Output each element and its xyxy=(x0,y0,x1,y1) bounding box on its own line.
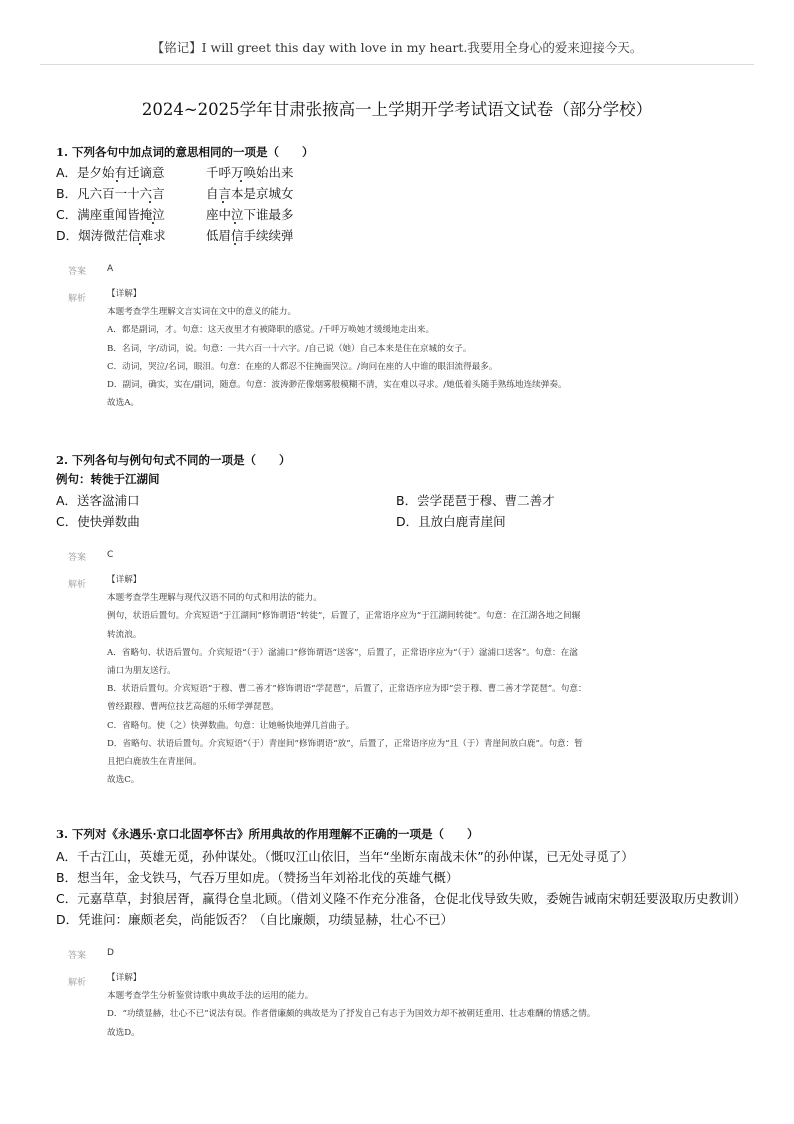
q3-answer: D xyxy=(107,948,114,958)
q1-option-c-right: 座中泣下谁最多 xyxy=(206,207,294,222)
emphasis-dot xyxy=(234,243,236,245)
answer-label: 答案 xyxy=(68,267,87,277)
header-divider xyxy=(40,64,754,65)
emphasis-dot xyxy=(240,180,242,182)
analysis-label: 解析 xyxy=(68,580,87,590)
q2-option-b: B．尝学琵琶于穆、曹二善才 xyxy=(396,493,555,508)
q1-option-a-right: 千呼万唤始出来 xyxy=(206,165,294,180)
emphasis-dot xyxy=(152,222,154,224)
q3-option-d: D．凭谁问：廉颇老矣，尚能饭否？（自比廉颇，功绩显赫，壮心不已） xyxy=(56,912,454,927)
q1-option-a-left: A．是夕始有迁谪意 xyxy=(56,165,165,180)
q1-answer: A xyxy=(107,264,114,274)
question-2-stem: 2. 下列各句与例句句式不同的一项是（ ） xyxy=(56,453,291,467)
q1-option-d-left: D．烟涛微茫信难求 xyxy=(56,228,166,243)
page-title: 2024~2025学年甘肃张掖高一上学期开学考试语文试卷（部分学校） xyxy=(141,100,653,119)
q2-option-c: C．使快弹数曲 xyxy=(56,514,140,529)
analysis-label: 解析 xyxy=(68,294,87,304)
answer-label: 答案 xyxy=(68,951,87,961)
q1-option-b-right: 自言本是京城女 xyxy=(206,186,294,201)
q3-option-a: A．千古江山，英雄无觅，孙仲谋处。（慨叹江山依旧，当年“坐断东南战未休”的孙仲谋，已无处寻觅了） xyxy=(56,849,634,864)
q1-option-b-left: B．凡六百一十六言 xyxy=(56,186,165,201)
q3-explanation: 【详解】 本题考查学生分析鉴赏诗歌中典故手法的运用的能力。 D．“功绩显赫，壮心不已”说法有误。作者借廉颇的典故是为了抒发自己有志于为国效力却不被朝廷重用、壮志难酬的情感之情。 故选D。 xyxy=(107,973,596,1038)
emphasis-dot xyxy=(234,222,236,224)
q2-explanation: 【详解】 本题考查学生理解与现代汉语不同的句式和用法的能力。 例句，状语后置句。介宾短语“于江湖间”修饰谓语“转徙”，后置了，正常语序应为“于江湖间转徙”。句意：在江湖各地之间辗 转流浪。 A．省略句、状语后置句。介宾短语“（于）湓浦口”修饰谓语“送客”，后置了，正常语序应为“（于）湓浦口送客”。句意：在湓 浦口为朋友送行。 B．状语后置句。介宾短语“于穆、曹二善才”修饰谓语“学琵琶”，后置了，正常语序应为即“尝于穆、曹二善才学琵琶”。句意： 曾经跟穆、曹两位技艺高超的乐师学弹琵琶。 C．省略句。使（之）快弹数曲。句意：让她畅快地弹几首曲子。 D．省略句、状语后置句。介宾短语“（于）青崖间”修饰谓语“放”，后置了，正常语序应为“且（于）青崖间放白鹿”。句意：暂 且把白鹿放生在青崖间。 故选C。 xyxy=(107,575,587,786)
answer-label: 答案 xyxy=(68,553,87,563)
q1-option-c-left: C．满座重闻皆掩泣 xyxy=(56,207,165,222)
emphasis-dot xyxy=(139,243,141,245)
q2-answer: C xyxy=(107,550,114,560)
emphasis-dot xyxy=(222,201,224,203)
question-1-stem: 1. 下列各句中加点词的意思相同的一项是（ ） xyxy=(56,145,314,159)
analysis-label: 解析 xyxy=(68,978,87,988)
q1-explanation: 【详解】 本题考查学生理解文言实词在文中的意义的能力。 A．都是副词，才。句意：这天夜里才有被降职的感觉。/千呼万唤她才缓缓地走出来。 B．名词，字/动词，说。句意：一共六百一十六字。/自己说（她）自己本来是住在京城的女子。 C．动词，哭泣/名词，眼泪。句意：在座的人都忍不住掩面哭泣。/询问在座的人中谁的眼泪流得最多。 D．副词，确实，实在/副词，随意。句意：波涛渺茫像烟雾般模糊不清，实在难以寻求。/她低着头随手熟练地连续弹奏。 故选A。 xyxy=(107,289,567,409)
q2-example: 例句：转徙于江湖间 xyxy=(56,472,160,486)
q2-option-d: D．且放白鹿青崖间 xyxy=(396,514,506,529)
question-3-stem: 3. 下列对《永遇乐·京口北固亭怀古》所用典故的作用理解不正确的一项是（ ） xyxy=(56,827,479,841)
q1-option-d-right: 低眉信手续续弹 xyxy=(206,228,294,243)
q3-option-b: B．想当年，金戈铁马，气吞万里如虎。（赞扬当年刘裕北伐的英雄气概） xyxy=(56,870,459,885)
emphasis-dot xyxy=(149,201,151,203)
emphasis-dot xyxy=(116,180,118,182)
q3-option-c: C．元嘉草草，封狼居胥，赢得仓皇北顾。（借刘义隆不作充分准备，仓促北伐导致失败，委婉告诫南宋朝廷要汲取历史教训） xyxy=(56,891,746,906)
q2-option-a: A．送客湓浦口 xyxy=(56,493,140,508)
header-motto: 【铭记】I will greet this day with love in my heart.我要用全身心的爱来迎接今天。 xyxy=(151,40,643,55)
